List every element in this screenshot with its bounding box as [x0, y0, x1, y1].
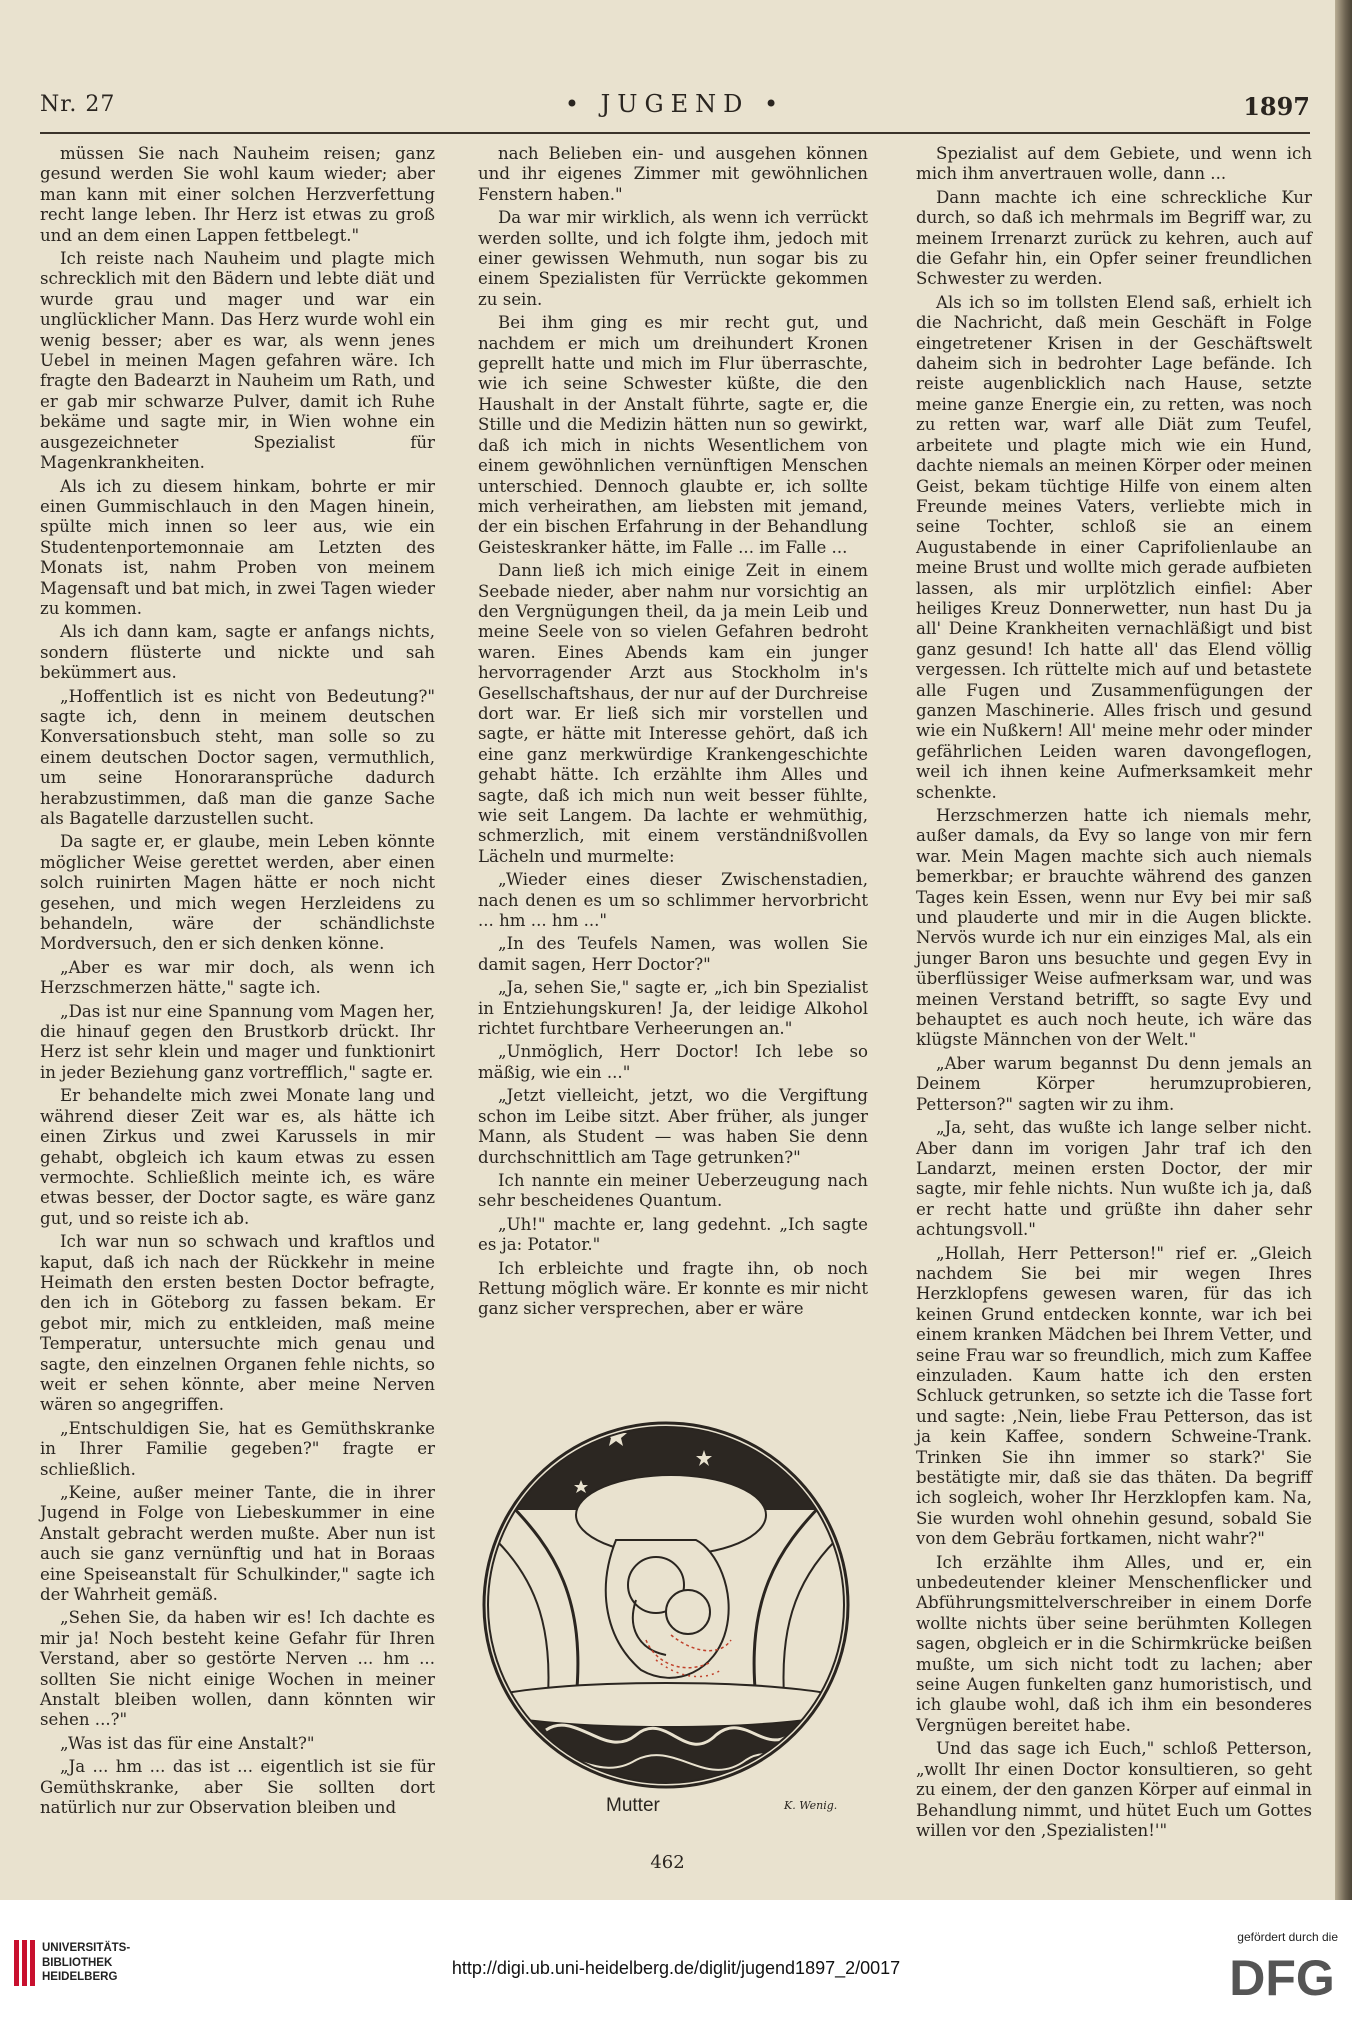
paragraph: „Entschuldigen Sie, hat es Gemüthskranke in Ihrer Familie gegeben?" fragte er schließlich.: [40, 1418, 435, 1479]
paragraph: Und das sage ich Euch," schloß Petterson, „wollt Ihr einen Doctor konsultieren, so geht zu einem, der den ganzen Körper auf einmal in Behandlung nimmt, und hütet Euch um Gottes willen vor den ‚Spezialisten!'": [916, 1739, 1312, 1840]
paragraph: müssen Sie nach Nauheim reisen; ganz gesund werden Sie wohl kaum wieder; aber man kann mit einer solchen Herzverfettung recht lange leben. Ihr Herz ist etwas zu groß und an dem einen Lappen fettbelegt.": [40, 144, 435, 245]
paragraph: „Aber warum begannst Du denn jemals an Deinem Körper herumzuprobieren, Petterson?" sagten wir zu ihm.: [916, 1053, 1312, 1114]
paragraph: „Sehen Sie, da haben wir es! Ich dachte es mir ja! Noch besteht keine Gefahr für Ihren Verstand, aber so gestörte Nerven ... hm ... sollten Sie nicht einige Wochen in meiner Anstalt bleiben wollen, dann könnten wir sehen ...?": [40, 1608, 435, 1730]
paragraph: „In des Teufels Namen, was wollen Sie damit sagen, Herr Doctor?": [478, 934, 868, 974]
svg-text:DFG: DFG: [1229, 1950, 1335, 2002]
paragraph: Bei ihm ging es mir recht gut, und nachdem er mich um dreihundert Kronen geprellt hatte und mich im Flur überraschte, wie ich seine Schwester küßte, die den Haushalt in der Anstalt führte, sagte er, die Stille und die Medizin hätten nun so gewirkt, daß ich mich in nichts Wesentlichem von einem gewöhnlichen vernünftigen Menschen unterschied. Dennoch glaubte er, ich sollte mich verheirathen, am liebsten mit jemand, der ein bischen Erfahrung in der Behandlung Geisteskranker hätte, im Falle ... im Falle ...: [478, 313, 868, 557]
figure-caption: [466, 1795, 866, 1821]
issue-number: Nr. 27: [40, 92, 116, 117]
institution-line: UNIVERSITÄTS-: [42, 1942, 131, 1954]
paragraph: „Hoffentlich ist es nicht von Bedeutung?" sagte ich, denn in meinem deutschen Konversationsbuch steht, man solle so zu einem deutschen Doctor sagen, vermuthlich, um seine Honoraransprüche dadurch herabzustimmen, daß man die ganze Sache als Bagatelle darzustellen sucht.: [40, 686, 435, 828]
paragraph: Als ich dann kam, sagte er anfangs nichts, sondern flüsterte und nickte und sah bekümmert aus.: [40, 622, 435, 683]
caption-artist: K. Wenig.: [784, 1799, 838, 1812]
paragraph: Er behandelte mich zwei Monate lang und während dieser Zeit war es, als hätte ich einen Zirkus und zwei Karussels in mir gehabt, obgleich ich kaum etwas zu essen vermochte. Schließlich meinte ich, es wäre etwas besser, der Doctor sagte, es wäre ganz gut, und so reiste ich ab.: [40, 1086, 435, 1228]
paragraph: „Was ist das für eine Anstalt?": [60, 1733, 315, 1753]
paragraph: „Hollah, Herr Petterson!" rief er. „Gleich nachdem Sie bei mir wegen Ihres Herzklopfens gewesen waren, für das ich keinen Grund entdecken konnte, war ich bei einem kranken Mädchen bei Ihrem Vetter, und seine Frau war so freundlich, mich zum Kaffee einzuladen. Kaum hatte ich den ersten Schluck getrunken, so setzte ich die Tasse fort und sagte: ‚Nein, liebe Frau Petterson, das ist ja kein Kaffee, sondern Schweine-Trank. Trinken Sie ihn immer so stark?' Sie bestätigte mir, daß sie das thäten. Da begriff ich sogleich, woher Ihr Herzklopfen kam. Na, Sie wurden wohl ohnehin gesund, sobald Sie von dem Gebräu fortkamen, nicht wahr?": [916, 1243, 1312, 1549]
dfg-logo-icon: [1226, 1950, 1338, 2002]
institution-line: HEIDELBERG: [42, 1971, 118, 1983]
caption-title: Mutter: [606, 1795, 660, 1816]
digitization-footer: [0, 1900, 1352, 2025]
paragraph: Ich erbleichte und fragte ihn, ob noch Rettung möglich wäre. Er konnte es mir nicht ganz sicher versprechen, aber er wäre: [478, 1258, 868, 1319]
paragraph: „Uh!" machte er, lang gedehnt. „Ich sagte es ja: Potator.": [478, 1214, 868, 1255]
paragraph: „Das ist nur eine Spannung vom Magen her, die hinauf gegen den Brustkorb drückt. Ihr Herz ist sehr klein und mager und funktionirt in jeder Beziehung ganz vortrefflich," sagte er.: [40, 1001, 435, 1082]
institution-line: BIBLIOTHEK: [42, 1956, 113, 1969]
paragraph: Dann ließ ich mich einige Zeit in einem Seebade nieder, aber nahm nur vorsichtig an den Vergnügungen theil, da ja mein Leib und meine Seele von so vielen Gefahren bedroht waren. Eines Abends kam ein junger hervorragender Arzt aus Stockholm in's Gesellschaftshaus, der nur auf der Durchreise dort war. Er ließ sich mir vorstellen und sagte, er hätte mit Interesse gehört, daß ich eine ganz merkwürdige Krankengeschichte gehabt hätte. Ich erzählte ihm Alles und sagte, daß ich mich nun weit besser fühlte, wie seit Langem. Da lachte er wehmüthig, schmerzlich, mit einem verständnißvollen Lächeln und murmelte:: [478, 561, 868, 866]
paragraph: Ich nannte ein meiner Ueberzeugung nach sehr bescheidenes Quantum.: [478, 1170, 868, 1211]
paragraph: Dann machte ich eine schreckliche Kur durch, so daß ich mehrmals im Begriff war, zu meinem Irrenarzt zurück zu kehren, auch auf die Gefahr hin, ein Opfer seiner freundlichen Schwester zu werden.: [916, 187, 1312, 289]
text-column-3: [916, 144, 1312, 1844]
paragraph: nach Belieben ein- und ausgehen können und ihr eigenes Zimmer mit gewöhnlichen Fenstern haben.": [478, 144, 868, 204]
illustration-mutter: [466, 1400, 866, 1795]
paragraph: Herzschmerzen hatte ich niemals mehr, außer damals, da Evy so lange von mir fern war. Mein Magen machte sich auch niemals bemerkbar; er brauchte während des ganzen Tages kein Essen, wenn nur Evy bei mir saß und plauderte und mir in die Augen blickte. Nervös wurde ich nur ein einziges Mal, als ein junger Baron uns besuchte und gegen Evy in überflüssiger Weise aufmerksam war, und was meinen Verstand betrifft, so sagte Evy und behauptet es auch noch heute, ich wäre das klügste Männchen von der Welt.": [916, 806, 1312, 1050]
paragraph: Ich war nun so schwach und kraftlos und kaput, daß ich nach der Rückkehr in meine Heimath den ersten besten Doctor befragte, den ich in Göteborg zu fassen bekam. Er gebot mir, mich zu entkleiden, maß meine Temperatur, untersuchte mich genau und sagte, den einzelnen Organen fehle nichts, so weit er sehen könnte, aber meine Nerven wären so angegriffen.: [40, 1232, 435, 1415]
paragraph: „Jetzt vielleicht, jetzt, wo die Vergiftung schon im Leibe sitzt. Aber früher, als junger Mann, als Student — was haben Sie denn durchschnittlich am Tage getrunken?": [478, 1086, 868, 1167]
source-url[interactable]: http://digi.ub.uni-heidelberg.de/diglit/jugend1897_2/0017: [451, 1958, 901, 1978]
paragraph: „Unmöglich, Herr Doctor! Ich lebe so mäßig, wie ein ...": [478, 1042, 868, 1082]
paragraph: „Ja ... hm ... das ist ... eigentlich ist sie für Gemüthskranke, aber Sie sollten dort natürlich nur zur Observation bleiben und: [40, 1757, 435, 1818]
paragraph: Als ich so im tollsten Elend saß, erhielt ich die Nachricht, daß mein Geschäft in Folge eingetretener Krisen in der Geschäftswelt daheim sich in bedrohter Lage befände. Ich reiste augenblicklich nach Hause, setzte meine ganze Energie ein, zu retten, was noch zu retten war, warf alle Diät zum Teufel, arbeitete und plagte mich wie ein Hund, dachte niemals an meinen Körper oder meinen Geist, bekam tüchtige Hilfe von einem alten Freunde meines Vaters, verliebte mich in seine Tochter, schloß sie an einem Augustabende in einer Caprifolienlaube an meine Brust und wollte mich gerade aufbieten lassen, als mir urplötzlich einfiel: Aber heiliges Kreuz Donnerwetter, nun hast Du ja all' Deine Krankheiten vernachläßigt und bist ganz gesund! Ich hatte all' das Elend völlig vergessen. Ich rüttelte mich auf und betastete alle Fugen und Zusammenfügungen der ganzen Maschinerie. Alles frisch und gesund wie ein Nußkern! All' meine mehr oder minder gefährlichen Leiden waren davongeflogen, weil ich ihnen keine Aufmerksamkeit mehr schenkte.: [916, 292, 1312, 802]
funding-note: gefördert durch die: [1237, 1930, 1338, 1944]
paragraph: „Aber es war mir doch, als wenn ich Herzschmerzen hätte," sagte ich.: [40, 957, 435, 998]
paragraph: „Wieder eines dieser Zwischenstadien, nach denen es um so schlimmer hervorbricht ... hm ... hm ...": [478, 870, 868, 931]
text-column-1: [40, 144, 435, 1822]
paragraph: „Keine, außer meiner Tante, die in ihrer Jugend in Folge von Liebeskummer in eine Anstalt gebracht werden mußte. Aber nun ist auch sie ganz vernünftig und hat in Boraas eine Speiseanstalt für Schulkinder," sagte ich der Wahrheit gemäß.: [40, 1483, 435, 1605]
paragraph: Als ich zu diesem hinkam, bohrte er mir einen Gummischlauch in den Magen hinein, spülte mich innen so leer aus, wie ein Studentenportemonnaie am Letzten des Monats ist, nahm Proben von meinem Magensaft und bat mich, in zwei Tagen wieder zu kommen.: [40, 476, 435, 618]
paragraph: „Ja, seht, das wußte ich lange selber nicht. Aber dann im vorigen Jahr traf ich den Landarzt, meinen ersten Doctor, der mir sagte, mir fehle nichts. Nun wußte ich ja, daß er recht hatte und grüßte ihn daher sehr achtungsvoll.": [916, 1118, 1312, 1240]
year: 1897: [1243, 92, 1310, 121]
paragraph: Da sagte er, er glaube, mein Leben könnte möglicher Weise gerettet werden, aber einen solch ruinirten Magen hätte er noch nicht gesehen, und mich wegen Herzleidens zu behandeln, wäre der schändlichste Mordversuch, den er sich denken könne.: [40, 832, 435, 954]
page-number: 462: [650, 1852, 685, 1873]
paragraph: Spezialist auf dem Gebiete, und wenn ich mich ihm anvertrauen wolle, dann ...: [916, 144, 1312, 184]
journal-title: • JUGEND •: [564, 90, 786, 118]
book-edge: [1335, 0, 1352, 1900]
paragraph: Ich erzählte ihm Alles, und er, ein unbedeutender kleiner Menschenflicker und Abführungsmittelverschreiber in einem Dorfe wollte nichts über seine berühmten Kollegen sagen, obgleich er in die Schirmkrücke beißen mußte, um sich nicht todt zu lachen; aber seine Augen funkelten ganz humoristisch, und ich glaube wohl, daß ich ihm ein besonderes Vergnügen bereitet habe.: [916, 1552, 1312, 1735]
paragraph: „Ja, sehen Sie," sagte er, „ich bin Spezialist in Entziehungskuren! Ja, der leidige Alkohol richtet furchtbare Verheerungen an.": [478, 978, 868, 1039]
header-rule: [40, 132, 1310, 134]
art-nouveau-illustration: [466, 1400, 866, 1795]
paragraph: Da war mir wirklich, als wenn ich verrückt werden sollte, und ich folgte ihm, jedoch mit einer gewissen Wehmuth, nun sogar bis zu einem Spezialisten für Verrückte gekommen zu sein.: [478, 208, 868, 309]
running-header: [40, 92, 1310, 132]
text-column-2: [478, 144, 868, 1323]
paragraph: Ich reiste nach Nauheim und plagte mich schrecklich mit den Bädern und lebte diät und wurde grau und mager und war ein unglücklicher Mann. Das Herz wurde wohl ein wenig besser; aber es war, als wenn jenes Uebel in meinen Magen gefahren wäre. Ich fragte den Badearzt in Nauheim um Rath, und er gab mir schwarze Pulver, damit ich Ruhe bekäme und sagte mir, in Wien wohne ein ausgezeichneter Spezialist für Magenkrankheiten.: [40, 249, 435, 473]
